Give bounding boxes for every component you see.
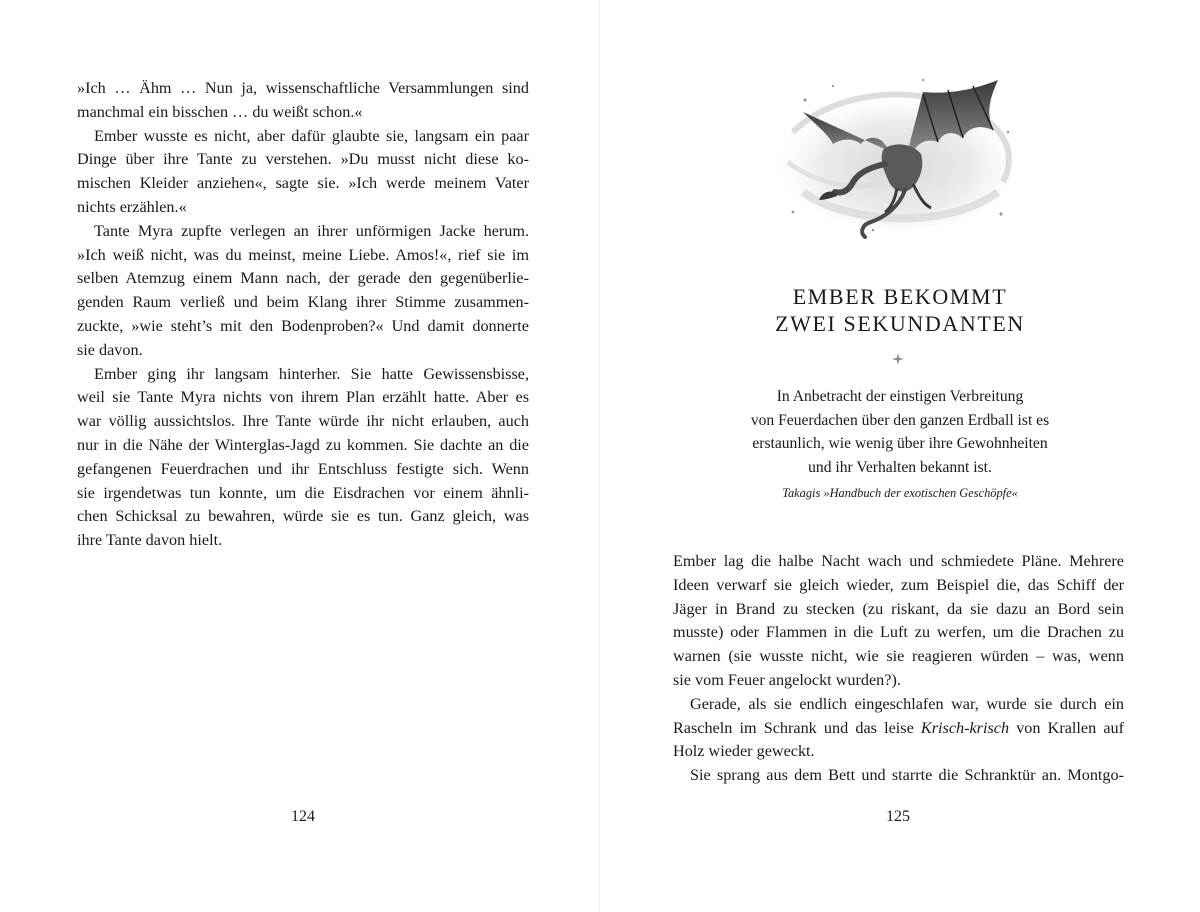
paragraph xyxy=(77,125,529,220)
chapter-title-line: ZWEI SEKUNDANTEN xyxy=(775,311,1025,336)
text-line xyxy=(673,717,1124,741)
text-line: ihre Tante davon hielt. xyxy=(77,531,223,550)
text-line: sie davon. xyxy=(77,340,143,359)
text-line: nur in die Nähe der Winterglas-Jagd zu kommen. Sie dachte an die xyxy=(77,435,529,454)
text-fragment: von Krallen auf xyxy=(1009,718,1124,737)
text-line: war völlig aussichtslos. Ihre Tante würde ihr nicht erlauben, auch xyxy=(77,412,529,431)
chapter-title-line: EMBER BEKOMMT xyxy=(792,284,1008,309)
diamond-ornament-icon xyxy=(891,352,905,366)
epigraph-line: In Anbetracht der einstigen Verbreitung xyxy=(776,388,1024,405)
epigraph-line: und ihr Verhalten bekannt ist. xyxy=(808,458,992,476)
paragraph xyxy=(77,363,529,553)
text-line: musste) oder Flammen in die Luft zu werfen, um die Drachen zu xyxy=(673,623,1124,642)
paragraph xyxy=(673,550,1124,693)
chapter-title xyxy=(700,283,1100,337)
page-number: 125 xyxy=(886,808,910,825)
text-line: Ideen verwarf sie gleich wieder, zum Beispiel die, das Schiff der xyxy=(673,575,1124,594)
text-line: sie irgendetwas tun konnte, um die Eisdrachen vor einem ähnli- xyxy=(77,483,529,502)
text-line: Tante Myra zupfte verlegen an ihrer unförmigen Jacke herum. xyxy=(94,221,529,240)
text-line: mischen Kleider anziehen«, sagte sie. »Ich werde meinem Vater xyxy=(77,174,529,193)
paragraph xyxy=(673,693,1124,764)
epigraph-attribution: Takagis »Handbuch der exotischen Geschöpfe« xyxy=(782,486,1018,500)
text-line: warnen (sie wusste nicht, wie sie reagieren würden – was, wenn xyxy=(673,647,1124,666)
text-line: Jäger in Brand zu stecken (zu riskant, da sie dazu an Bord sein xyxy=(673,599,1124,618)
right-page xyxy=(600,0,1200,912)
text-line: Dinge über ihre Tante zu verstehen. »Du musst nicht diese ko- xyxy=(77,150,529,169)
dragon-illustration xyxy=(773,72,1023,242)
paragraph xyxy=(77,77,529,125)
text-line: chen Schicksal zu bewahren, würde sie es tun. Ganz gleich, was xyxy=(77,507,529,526)
text-line: Holz wieder geweckt. xyxy=(673,742,815,761)
epigraph-line: von Feuerdachen über den ganzen Erdball ist es xyxy=(750,411,1050,429)
text-line: selben Atemzug einem Mann nach, der gerade den gegenüberlie- xyxy=(77,269,529,288)
text-line: genden Raum verließ und beim Klang ihrer Stimme zusammen- xyxy=(77,293,529,312)
paragraph xyxy=(673,764,1124,788)
text-line: »Ich weiß nicht, was du meinst, meine Liebe. Amos!«, rief sie im xyxy=(77,245,529,264)
text-line: gefangenen Feuerdrachen und ihr Entschluss festigte sich. Wenn xyxy=(77,459,529,478)
text-line: Ember ging ihr langsam hinterher. Sie hatte Gewissensbisse, xyxy=(94,364,529,383)
page-number: 124 xyxy=(291,808,315,825)
text-line: zuckte, »wie steht’s mit den Bodenproben?« Und damit donnerte xyxy=(77,316,529,335)
right-page-text xyxy=(673,550,1124,788)
text-line: »Ich … Ähm … Nun ja, wissenschaftliche Versammlungen sind xyxy=(77,79,529,97)
text-line: nichts erzählen.« xyxy=(77,197,187,216)
paragraph xyxy=(77,220,529,363)
text-fragment: Rascheln im Schrank und das leise xyxy=(673,718,921,737)
text-line: manchmal ein bisschen … du weißt schon.« xyxy=(77,102,363,121)
text-line: Ember lag die halbe Nacht wach und schmiedete Pläne. Mehrere xyxy=(673,552,1124,570)
emphasis-text: Krisch-krisch xyxy=(920,718,1010,737)
text-line: Ember wusste es nicht, aber dafür glaubte sie, langsam ein paar xyxy=(94,126,529,145)
text-line: Gerade, als sie endlich eingeschlafen war, wurde sie durch ein xyxy=(690,694,1124,713)
epigraph xyxy=(710,385,1090,479)
text-line: sie vom Feuer angelockt wurden?). xyxy=(673,670,901,689)
left-page-text xyxy=(77,77,529,553)
epigraph-line: erstaunlich, wie wenig über ihre Gewohnheiten xyxy=(752,435,1048,452)
text-line: weil sie Tante Myra nichts von ihrem Plan erzählt hatte. Aber es xyxy=(77,388,529,407)
text-line: Sie sprang aus dem Bett und starrte die Schranktür an. Montgo- xyxy=(690,766,1124,785)
